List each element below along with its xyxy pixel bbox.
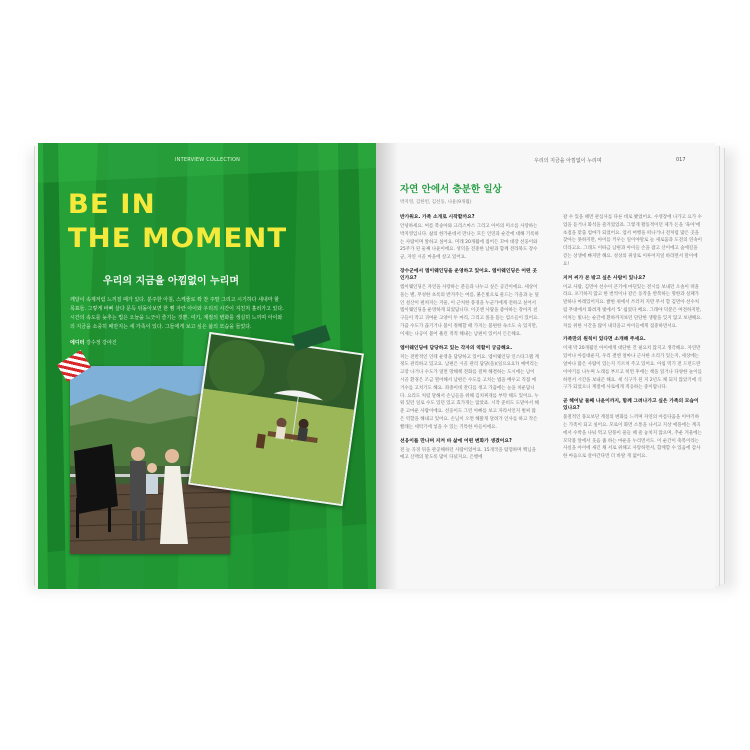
qa-block [563,214,703,269]
qa-block [563,336,703,392]
qa-block [400,438,540,463]
answer: 불철적인 풍요보단 계절의 변화를 느끼며 자연의 아름다움을 이야기하는 가족이 되고 싶어요. 모로이 화면 소통을 나서고 지상 애플에는 계곡에서 수박을 나눠 먹고 단풍이 물들 때 즐 놓치지 않으며, 추운 겨울에는 모닥불 앞에서 웃음 줍 하는 마운을 누리면서도. 이 순간이 축복이라는 사실을 아이에 새긴 채 서로 위해고 사랑하면서, 함께할 수 있음에 감사한 마음으로 살아간다면 더 바랄 게 없어요. [563,415,702,460]
question: 장수군에서 엠이웨인딩을 운영하고 있어요. 엠이웨인딩은 어떤 곳인가요? [400,268,537,281]
answer: 전 늘 곡경 뒤을 관공해하던 사람이었어요. 15개국을 탐험하며 백님을 메고 산맥의 맡도록 많이 다녔지요. 은행에 [400,447,536,461]
text-column-1 [400,214,540,468]
byline-names: 강수정 강야진 [86,340,117,346]
page-edge [720,148,725,584]
answer: 안녕하세요. 여름 복숭아와 크리스마스 그리고 아이의 미소를 사랑하는 박지영입니다. 삶의 한가운데서 만나는 모든 인연과 순간에 대해 기록하는 사람이며 앞하고 싶어요. 미래 20개월에 접어든 꼬마 대장 선웅이와 25주가 된 둘째 나윤이에요. 성덕을 진중한 남편과 함께 전라북도 장수군, 자연 시골 마을에 살고 있어요. [400,224,539,261]
question: 가족만의 원칙이 있다면 소개해 주세요. [563,337,646,343]
question: 선웅이를 만나며 지켜 바 삶에 어떤 변화가 생겼어요? [400,438,512,444]
subtitle: 우리의 지금을 아낌없이 누리며 [103,276,240,287]
page-title [68,188,287,256]
answer: 이교 사람, 김면아 선수이 큰기에 마딘있는 전시를 보내던 오솔이 떠올라요. 포기하지 않고 한 번씩이나 같은 동작을 반복하는 명한과 실패가 말하나 마레있어지요. 밝한 위에서 쓰러져 지만 무서 할 김면아 선수처럼 무대에서 화려게 빛에서 '5' 쉽었다 배요. 그래야 덕분은 여전하지만, 이처는 빛나는 순간에 환하까지보던 단단한 생활을 잊지 않고 보낸해요. 저를 위한 시간을 많이 내더을고 아이들에게 집중하면서요. [563,284,702,329]
qa-block [400,214,540,262]
family-names: 박지영, 김한빈, 김선동, 나윤(9개월) [400,200,472,205]
title-line: THE MOMENT [67,223,288,254]
byline-label: 에디터 [70,340,85,346]
qa-block [563,398,703,461]
right-page-header: 우리의 지금을 아낌없이 누리며 [534,158,602,164]
qa-block [400,345,540,432]
answer: 엠이웨인딩은 자연을 사랑하는 분들과 나누고 싶은 공간이에요. 세상이 돌는 별, 무성한 초록의 반겨주는 여름, 붉은빛으로 물드는 가을과 눈 덮인 설산이 펼쳐지는 겨울, 이 근처한 풍경을 누군가에게 전하고 싶어서 엠이웨인딩을 운영하게 되었답니다. 이곳엔 사람을 좋아하는 강아지 친구들이 작고 귀여운 고양이 두 마리, 그리고 몰을 뜯는 염소들이 있어요. 가끔 수도가 끊기거나 불이 정해할 때 가지는 불편한 속소도 숙 있지만, 이제는 나공이 불어 훌린 적적 해내는 남편이 있어서 든든해요. [400,284,539,337]
answer: 갈 수 있을 때면 관심사를 다른 데로 봤었어요. 수영장에 나가고 요가 수업을 듣거나 화석을 즐겨었었죠. 그렇게 활동적이던 제가 돈을 '육아'에 초점을 맞출 엄마가 되었어요. 엄서 여행을 떠나거나 전처럼 많은 곳을 찾아는 못하지만, 아이를 키우는 일이야말로 늘 새로움과 도전의 연속이더라고요. 그래도 이따금 남편과 아이들 손을 잡고 산이에고 숲에길을 걷는 상생에 빠지만 해요. 성상의 취상로 이루어지일 바라면서 말이에요! [563,215,702,267]
page-fold-shadow [376,143,398,589]
qa-block [400,268,540,339]
page-number: 017 [676,157,686,163]
title-line: BE IN [67,189,156,220]
article-title: 자연 안에서 충분한 일상 [400,184,502,195]
question: 지켜 씨가 본 밖고 싶은 사람이 있나요? [563,275,646,281]
question: 곧 헤어날 둘째 나윤이까지, 함께 그려나가고 싶은 가족의 모습이 있나요? [563,399,699,412]
intro-paragraph: 깨달이 속제저럼 느끼질 때가 있다. 분주한 아침, 스케줄로 꽉 찬 주말 그리고 시기하다 새내마 할 목표들. 그렇게 바삐 살다 문득 뒤돌아보면 한 뼘 자란 아이와 우리의 시간이 지친처 흘러가고 있다. 시간의 속도를 늦추는 법은 오늘을 느긋이 즐기는 것뿐. 여기, 계절의 변화를 생실히 느끼며 아이와의 지금을 소중히 배만지는 세 가족이 있다. 그들에게 보고 싶은 삶의 모습을 들었다. [70,297,284,330]
byline [70,339,117,346]
question: 엠이웨인딩에 담당하고 있는 각자의 역할이 궁금해요. [400,345,513,351]
answer: 이제 막 20개월인 아이에게 대단한 건 필요치 않지고 생각해요. 자연만 있어나 아름대운지, 우리 곁엔 얼마나 근사한 소리가 있는지, 세상에는 얼마나 많은 사람이 있는지 기르쳐 주고 있어요. 아침 먹기 전 드런드란 이야기를 나누며 노래를 부르고 히면 후에는 책을 읽거나 다양한 놀이를 하면서 시간을 보내곤 해요. 세 식구가 된 지 2년도 채 되지 않았기에 식구가 되었으니 계절에 사로에게 적응하는 중이랍니다. [563,346,702,391]
qa-block [563,275,703,331]
left-page-header: INTERVIEW COLLECTION [175,157,241,163]
family-garden-photo [188,332,364,506]
answer: 저는 전반적인 인테 운영을 담당하고 있어요. 엠이웨인딩 인스타그램 계정도 관리하고 있고요. 남편은 시골 관리 담당(을)(일으요요?) 예버리는 고장 나거나 수도가 얼면 망해책 전화를 걸며 해결하는 도시에는 남이 시골 환경은 조금 열어해서 남편은 수도를 고치는 법을 배우고 직접 예거수를 고치기도 해요. 좌종이데 잔디를 정고 가끔에는 눈을 치운답니다. 요리도 처럼 달해서 손님들을 위해 김치찌개를 부탁 해도 있어요. 누워 있던 일로 수도 있던 있고 효가게는 않았죠. 시작 준비도 도맡아서 해준 고마운 사람이에요. 선웅이도 그런 아빠를 보고 자라서인지 벌써 많은 역할을 해내고 있어요. 손님이 오면 해맑게 달려가 인사를 하고 작은 빨래는 세탁기에 넣을 수 있는 기특한 아들이에요. [400,354,539,430]
text-column-2 [563,214,703,467]
question: 반가워요. 가족 소개로 시작할까요? [400,215,475,220]
